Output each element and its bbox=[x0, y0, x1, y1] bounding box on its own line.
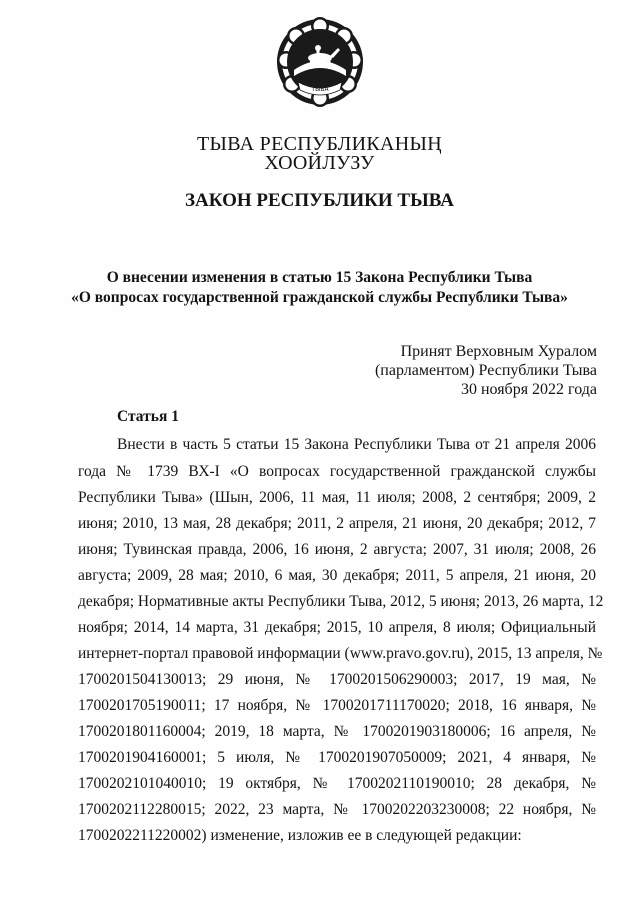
article-text-line: 1700201504130013; 29 июня, № 1700201506290003; 2017, 19 мая, № bbox=[78, 671, 596, 688]
article-text-line: интернет-портал правовой информации (www.pravo.gov.ru), 2015, 13 апреля, № bbox=[78, 645, 603, 662]
article-text-line: года № 1739 ВХ-I «О вопросах государственной гражданской службы bbox=[78, 463, 596, 480]
adoption-line-1: Принят Верховным Хуралом bbox=[400, 343, 597, 360]
article-text-line: августа; 2009, 28 мая; 2010, 6 мая, 30 декабря; 2011, 5 апреля, 21 июня, 20 bbox=[78, 567, 596, 584]
article-text-line: Республики Тыва» (Шын, 2006, 11 мая, 11 июля; 2008, 2 сентября; 2009, 2 bbox=[78, 489, 596, 506]
article-text-line: 1700201904160001; 5 июля, № 1700201907050009; 2021, 4 января, № bbox=[78, 749, 596, 766]
article-text-line: 1700201801160004; 2019, 18 марта, № 1700201903180006; 16 апреля, № bbox=[78, 723, 596, 740]
article-text-line: 1700202112280015; 2022, 23 марта, № 1700202203230008; 22 ноября, № bbox=[78, 801, 596, 818]
article-text-line: 1700202211220002) изменение, изложив ее в следующей редакции: bbox=[78, 827, 522, 844]
article-text-line: 1700201705190011; 17 ноября, № 1700201711170020; 2018, 16 января, № bbox=[78, 697, 596, 714]
article-text-line: 1700202101040010; 19 октября, № 1700202110190010; 28 декабря, № bbox=[78, 775, 596, 792]
article-text-line: Внести в часть 5 статьи 15 Закона Республики Тыва от 21 апреля 2006 bbox=[117, 436, 596, 453]
article-text-line: декабря; Нормативные акты Республики Тыва, 2012, 5 июня; 2013, 26 марта, 12 bbox=[78, 593, 604, 610]
document-title-line-2: «О вопросах государственной гражданской службы Республики Тыва» bbox=[71, 289, 568, 306]
article-text-line: июня; 2010, 13 мая, 28 декабря; 2011, 2 апреля, 21 июня, 20 декабря; 2012, 7 bbox=[78, 515, 596, 532]
adoption-line-2: (парламентом) Республики Тыва bbox=[374, 362, 597, 379]
document-title-line-1: О внесении изменения в статью 15 Закона Республики Тыва bbox=[106, 269, 533, 286]
article-text-line: июня; Тувинская правда, 2006, 16 июня, 2 августа; 2007, 31 июля; 2008, 26 bbox=[78, 541, 596, 558]
tuva-emblem-icon bbox=[274, 12, 366, 112]
adoption-date: 30 ноября 2022 года bbox=[460, 381, 597, 398]
republic-name-tuvan: ТЫВА РЕСПУБЛИКАНЫҢ bbox=[197, 133, 442, 155]
article-text-line: ноября; 2014, 14 марта, 31 декабря; 2015, 10 апреля, 8 июля; Официальный bbox=[78, 619, 596, 636]
article-heading: Статья 1 bbox=[117, 408, 179, 425]
law-word-tuvan: ХООЙЛУЗУ bbox=[264, 152, 375, 174]
svg-text:ТЫВА: ТЫВА bbox=[311, 86, 329, 93]
law-title: ЗАКОН РЕСПУБЛИКИ ТЫВА bbox=[185, 190, 454, 211]
